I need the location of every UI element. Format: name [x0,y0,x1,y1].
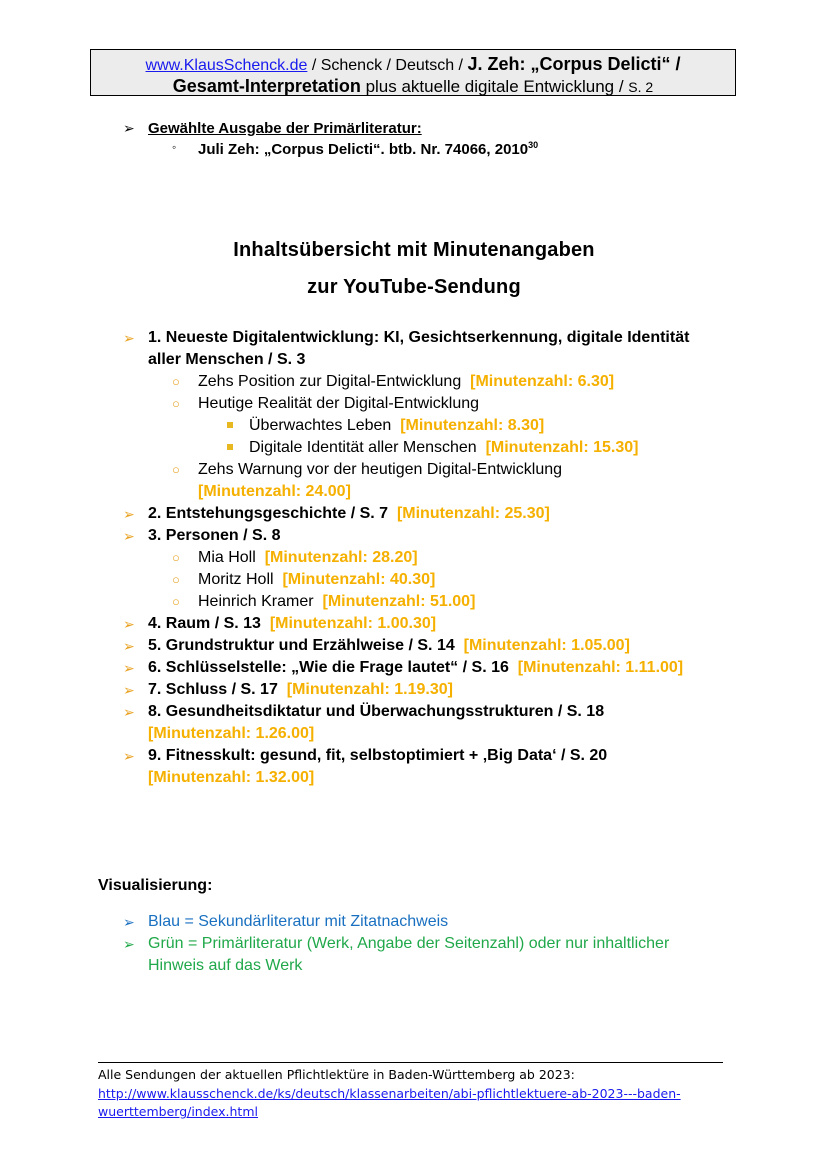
toc-sub-3-1 [198,549,418,567]
header-path: / Schenck / Deutsch / [307,57,468,74]
toc-item-8: 8. Gesundheitsdiktatur und Überwachungsstrukturen / S. 18 [148,703,605,720]
minutes-label: [Minutenzahl: 1.05.00] [463,637,630,654]
site-link[interactable]: www.KlausSchenck.de [145,57,308,74]
minutes-label: [Minutenzahl: 6.30] [470,373,615,390]
edition-text-main: Juli Zeh: „Corpus Delicti“. btb. Nr. 74066, 2010 [198,141,529,158]
arrow-bullet-icon: ➢ [123,704,135,720]
sub-label: Überwachtes Leben [249,417,392,434]
edition-label: Gewählte Ausgabe der Primärliteratur: [148,120,422,137]
edition-text [198,140,538,158]
minutes-label: [Minutenzahl: 8.30] [400,417,545,434]
item-label: 2. Entstehungsgeschichte / S. 7 [148,505,389,522]
item-label: 4. Raum / S. 13 [148,615,261,632]
header-line-1 [91,54,735,76]
sub-label: Zehs Position zur Digital-Entwicklung [198,373,462,390]
circle-bullet-icon: ○ [172,550,180,565]
toc-item-2 [148,505,550,523]
circle-bullet-icon: ○ [172,594,180,609]
toc-title-line-2: zur YouTube-Sendung [307,276,521,298]
arrow-bullet-icon: ➢ [123,936,135,952]
toc-sub-1-3: Zehs Warnung vor der heutigen Digital-Entwicklung [198,461,563,478]
sub-label: Moritz Holl [198,571,274,588]
header-page: S. 2 [628,79,654,95]
header-work: J. Zeh: „Corpus Delicti“ / [467,54,681,74]
minutes-label: [Minutenzahl: 51.00] [322,593,476,610]
sub-label: Digitale Identität aller Menschen [249,439,477,456]
visual-heading: Visualisierung: [98,877,213,894]
arrow-bullet-icon: ➢ [123,748,135,764]
toc-item-1-line-2: aller Menschen / S. 3 [148,351,306,368]
minutes-label: [Minutenzahl: 28.20] [264,549,418,566]
minutes-label: [Minutenzahl: 1.32.00] [148,769,315,786]
circle-bullet-icon: ○ [172,572,180,587]
circle-bullet-icon: ○ [172,462,180,477]
square-bullet-icon [227,422,233,428]
item-label: 7. Schluss / S. 17 [148,681,278,698]
item-label: 5. Grundstruktur und Erzählweise / S. 14 [148,637,455,654]
arrow-bullet-icon: ➢ [123,914,135,930]
toc-item-6 [148,659,683,677]
footer-link-line-2[interactable]: wuerttemberg/index.html [98,1104,258,1119]
arrow-bullet-icon: ➢ [123,330,135,346]
edition-sup: 30 [528,140,539,150]
toc-sub-1-2: Heutige Realität der Digital-Entwicklung [198,395,480,412]
toc-item-9: 9. Fitnesskult: gesund, fit, selbstoptimiert + ‚Big Data‘ / S. 20 [148,747,608,764]
circle-bullet-icon: ○ [172,396,180,411]
minutes-label: [Minutenzahl: 40.30] [282,571,436,588]
arrow-bullet-icon: ➢ [123,616,135,632]
minutes-label: [Minutenzahl: 1.00.30] [269,615,437,632]
toc-sub-3-2 [198,571,435,589]
toc-sub-1-2-1 [249,417,544,435]
toc-sub-1-1 [198,373,614,391]
toc-item-3: 3. Personen / S. 8 [148,527,281,544]
sub-label: Heinrich Kramer [198,593,314,610]
header-line-2 [91,76,735,98]
toc-item-4 [148,615,436,633]
arrow-bullet-icon: ➢ [123,682,135,698]
item-label: 6. Schlüsselstelle: „Wie die Frage lautet“ / S. 16 [148,659,509,676]
circle-bullet-icon: ◦ [172,140,177,154]
toc-title-line-1: Inhaltsübersicht mit Minutenangaben [233,239,595,261]
minutes-label: [Minutenzahl: 1.19.30] [286,681,453,698]
sub-label: Mia Holl [198,549,256,566]
visual-green-legend-line-2: Hinweis auf das Werk [148,957,303,974]
arrow-bullet-icon: ➢ [123,638,135,654]
arrow-bullet-icon: ➢ [123,506,135,522]
header-interpretation: Gesamt-Interpretation [172,76,361,96]
footer-divider [98,1062,723,1063]
footer-link-line-1[interactable]: http://www.klausschenck.de/ks/deutsch/klassenarbeiten/abi-pflichtlektuere-ab-2023---baden- [98,1086,681,1101]
minutes-label: [Minutenzahl: 1.11.00] [517,659,684,676]
minutes-label: [Minutenzahl: 15.30] [485,439,639,456]
arrow-bullet-icon: ➢ [123,528,135,544]
toc-item-1-line-1: 1. Neueste Digitalentwicklung: KI, Gesichtserkennung, digitale Identität [148,329,690,346]
minutes-label: [Minutenzahl: 1.26.00] [148,725,315,742]
toc-sub-3-3 [198,593,475,611]
visual-blue-legend: Blau = Sekundärliteratur mit Zitatnachweis [148,913,449,930]
circle-bullet-icon: ○ [172,374,180,389]
toc-item-7 [148,681,453,699]
arrow-bullet-icon: ➢ [123,120,135,136]
visual-green-legend-line-1: Grün = Primärliteratur (Werk, Angabe der Seitenzahl) oder nur inhaltlicher [148,935,670,952]
header-subtitle: plus aktuelle digitale Entwicklung / [360,77,629,96]
minutes-label: [Minutenzahl: 24.00] [198,483,351,500]
toc-item-5 [148,637,630,655]
square-bullet-icon [227,444,233,450]
header-box [90,49,736,96]
minutes-label: [Minutenzahl: 25.30] [396,505,550,522]
toc-sub-1-2-2 [249,439,638,457]
arrow-bullet-icon: ➢ [123,660,135,676]
footer-text: Alle Sendungen der aktuellen Pflichtlektüre in Baden-Württemberg ab 2023: [98,1067,575,1082]
